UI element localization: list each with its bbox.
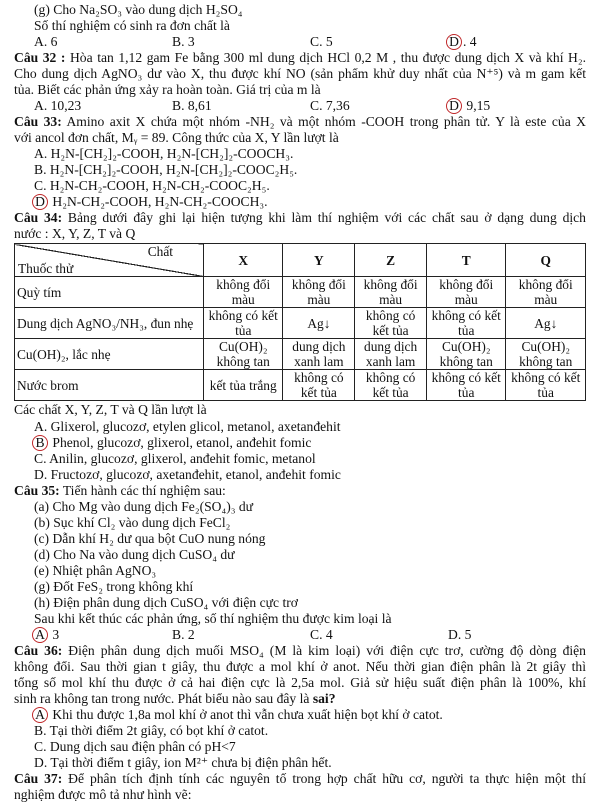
col-header-x: X <box>204 244 283 277</box>
q37-line1: Câu 37: Để phân tích định tính các nguyên tố trong hợp chất hữu cơ, người ta thực hiện một thí <box>14 771 586 787</box>
answer-circle: A <box>32 627 48 643</box>
corner-bottom-label: Thuốc thử <box>18 261 74 277</box>
table-cell: không đổi màu <box>204 277 283 308</box>
row-reagent: Dung dịch AgNO₃/NH₃, đun nhẹ <box>15 308 204 339</box>
q36-line2: không đổi. Sau thời gian t giây, thu được a mol khí ở anot. Nếu thời gian điện phân là 2t giây thì <box>14 658 586 674</box>
table-header-row <box>15 244 586 277</box>
q35-label: Câu 35: <box>14 482 60 498</box>
q34-option-a: A. Glixerol, glucozơ, etylen glicol, metanol, axetanđehit <box>34 418 341 434</box>
prev-option-c: C. 5 <box>310 34 333 50</box>
row-reagent: Cu(OH)₂, lắc nhẹ <box>15 339 204 370</box>
q33-line1: Câu 33: Amino axit X chứa một nhóm -NH₂ và một nhóm -COOH trong phân tử. Y là este của X <box>14 114 586 130</box>
q35-question: Sau khi kết thúc các phản ứng, số thí nghiệm thu được kim loại là <box>34 610 392 626</box>
table-cell: kết tủa trắng <box>204 370 283 401</box>
table-cell: không đổi màu <box>426 277 505 308</box>
table-cell: không có kết tủa <box>283 370 355 401</box>
table-cell: Cu(OH)₂ không tan <box>426 339 505 370</box>
table-cell: Cu(OH)₂ không tan <box>506 339 586 370</box>
q35-item-a: (a) Cho Mg vào dung dịch Fe₂(SO₄)₃ dư <box>34 498 254 514</box>
q32-line2: Cho dung dịch AgNO₃ dư vào X, thu được khí NO (sản phẩm khử duy nhất của N⁺⁵) và m gam kết <box>14 66 586 82</box>
table-cell: Ag↓ <box>283 308 355 339</box>
q35-line1: Câu 35: Tiến hành các thí nghiệm sau: <box>14 482 226 498</box>
prev-option-a: A. 6 <box>34 34 58 50</box>
prev-options <box>14 34 586 50</box>
q33-line2: với ancol đơn chất, Mᵧ = 89. Công thức của X, Y lần lượt là <box>14 130 339 146</box>
table-row <box>15 308 586 339</box>
table-cell: không có kết tủa <box>426 308 505 339</box>
q36-option-a: A Khi thu được 1,8a mol khí ở anot thì vẫn chưa xuất hiện bọt khí ở catot. <box>14 707 586 723</box>
q32-option-a: A. 10,23 <box>34 98 82 114</box>
q37-line2: nghiệm được mô tả như hình vẽ: <box>14 787 192 803</box>
q32-option-c: C. 7,36 <box>310 98 350 114</box>
table-cell: dung dịch xanh lam <box>355 339 427 370</box>
q34-label: Câu 34: <box>14 210 63 226</box>
row-reagent: Quỳ tím <box>15 277 204 308</box>
q33-label: Câu 33: <box>14 114 62 130</box>
q36-line1: Câu 36: Điện phân dung dịch muối MSO₄ (M là kim loại) với điện cực trơ, cường độ dòng điện <box>14 642 586 658</box>
q35-option-c: C. 4 <box>310 626 333 642</box>
q35-option-a: A 3 <box>34 627 172 643</box>
table-cell: không có kết tủa <box>426 370 505 401</box>
col-header-q: Q <box>506 244 586 277</box>
q37-label: Câu 37: <box>14 771 63 787</box>
q36-option-c: C. Dung dịch sau điện phân có pH<7 <box>34 739 236 755</box>
table-cell: Cu(OH)₂ không tan <box>204 339 283 370</box>
q36-sai: sai? <box>312 691 336 707</box>
prev-count: Số thí nghiệm có sinh ra đơn chất là <box>34 18 230 34</box>
col-header-y: Y <box>283 244 355 277</box>
reaction-table <box>14 243 586 401</box>
q33-option-b: B. H₂N-[CH₂]₂-COOH, H₂N-[CH₂]₂-COOC₂H₅. <box>34 162 298 178</box>
q35-option-d: D. 5 <box>448 626 472 642</box>
table-cell: Ag↓ <box>506 308 586 339</box>
table-cell: không có kết tủa <box>204 308 283 339</box>
row-reagent: Nước brom <box>15 370 204 401</box>
table-cell: không đổi màu <box>283 277 355 308</box>
table-row <box>15 339 586 370</box>
q32-label: Câu 32 : <box>14 50 66 66</box>
q35-option-b: B. 2 <box>172 626 195 642</box>
answer-circle: D <box>32 194 48 210</box>
table-cell: không có kết tủa <box>506 370 586 401</box>
prev-item-g: (g) Cho Na₂SO₃ vào dung dịch H₂SO₄ <box>34 2 243 17</box>
q32-option-d: D 9,15 <box>448 98 586 114</box>
table-row <box>15 277 586 308</box>
table-cell: không có kết tủa <box>355 370 427 401</box>
q34-option-c: C. Anilin, glucozơ, glixerol, anđehit fomic, metanol <box>34 450 316 466</box>
q32-options <box>14 98 586 114</box>
q34-after: Các chất X, Y, Z, T và Q lần lượt là <box>14 402 207 418</box>
prev-option-d: D . 4 <box>448 34 586 50</box>
q32-line3: tủa. Biết các phản ứng xảy ra hoàn toàn. Giá trị của m là <box>14 82 321 98</box>
q35-item-b: (b) Sục khí Cl₂ vào dung dịch FeCl₂ <box>34 514 231 530</box>
q32-option-b: B. 8,61 <box>172 98 212 114</box>
prev-option-b: B. 3 <box>172 34 195 50</box>
answer-circle: B <box>32 435 48 451</box>
table-cell: không đổi màu <box>506 277 586 308</box>
q36-line3: tổng số mol khí thu được ở cả hai điện cực là 2,5a mol. Giả sử hiệu suất điện phân là 100%, khí <box>14 675 586 690</box>
answer-circle: A <box>32 707 48 723</box>
table-cell: dung dịch xanh lam <box>283 339 355 370</box>
answer-circle: D <box>446 98 462 114</box>
q32-line1: Câu 32 : Hòa tan 1,12 gam Fe bằng 300 ml dung dịch HCl 0,2 M , thu được dung dịch X và khí H₂. <box>14 50 586 66</box>
q35-item-h: (h) Điện phân dung dịch CuSO₄ với điện cực trơ <box>34 594 298 610</box>
q35-item-g: (g) Đốt FeS₂ trong không khí <box>34 578 194 594</box>
q35-item-c: (c) Dẫn khí H₂ dư qua bột CuO nung nóng <box>34 530 266 546</box>
q33-option-c: C. H₂N-CH₂-COOH, H₂N-CH₂-COOC₂H₅. <box>34 178 270 194</box>
table-cell: không đổi màu <box>355 277 427 308</box>
q33-option-a: A. H₂N-[CH₂]₂-COOH, H₂N-[CH₂]₂-COOCH₃. <box>34 146 294 162</box>
q35-item-d: (d) Cho Na vào dung dịch CuSO₄ dư <box>34 546 235 562</box>
table-corner-cell <box>15 244 204 277</box>
q36-option-d: D. Tại thời điểm t giây, ion M²⁺ chưa bị điện phân hết. <box>34 755 332 771</box>
col-header-t: T <box>426 244 505 277</box>
answer-circle: D <box>446 34 462 50</box>
col-header-z: Z <box>355 244 427 277</box>
q34-option-b: B Phenol, glucozơ, glixerol, etanol, anđehit fomic <box>14 435 586 451</box>
q34-line1: Câu 34: Bảng dưới đây ghi lại hiện tượng khi làm thí nghiệm với các chất sau ở dạng dung dịch <box>14 210 586 226</box>
table-cell: không có kết tủa <box>355 308 427 339</box>
q36-label: Câu 36: <box>14 642 63 658</box>
q33-option-d: D H₂N-CH₂-COOH, H₂N-CH₂-COOCH₃. <box>14 194 586 210</box>
q36-option-b: B. Tại thời điểm 2t giây, có bọt khí ở catot. <box>34 723 269 739</box>
q34-line2: nước : X, Y, Z, T và Q <box>14 226 136 242</box>
q35-item-e: (e) Nhiệt phân AgNO₃ <box>34 562 157 578</box>
q36-line4: sinh ra không tan trong nước. Phát biểu nào sau đây là sai? <box>14 691 336 707</box>
q34-option-d: D. Fructozơ, glucozơ, axetanđehit, etanol, anđehit fomic <box>34 466 341 482</box>
table-row <box>15 370 586 401</box>
corner-top-label: Chất <box>147 244 173 260</box>
q35-options <box>14 627 586 643</box>
